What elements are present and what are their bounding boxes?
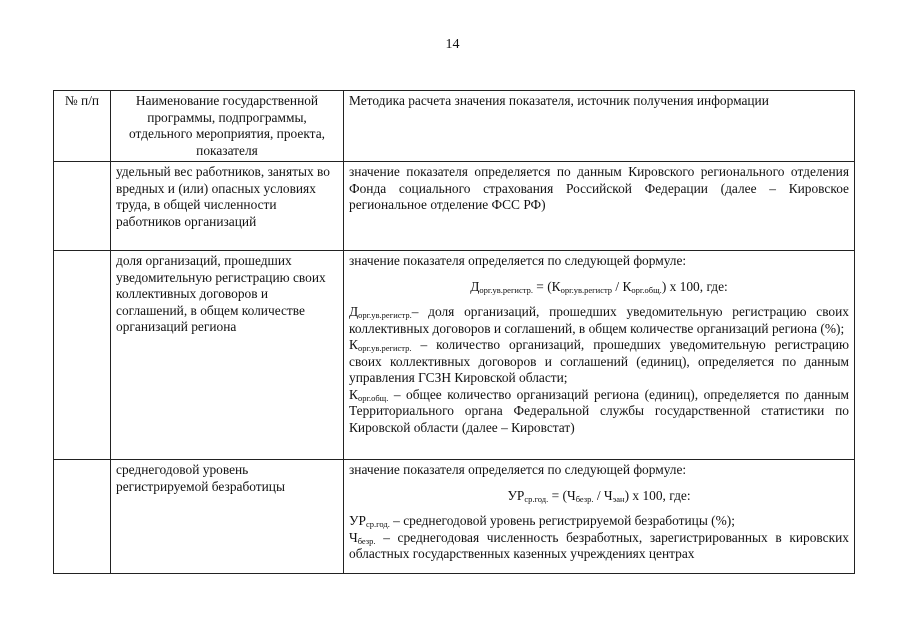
table-row [54,251,855,460]
formula: $УР_{ср.год.} = (Ч_{безр.} / Ч_{эан})$ х 100, где: [507,487,691,504]
row-number-cell [54,251,111,460]
definition: $К_{орг.ув.регистр.}$ – количество организаций, прошедших уведомительную регистрацию своих коллективных договоров и соглашений (единиц), определяется по данным управления ГСЗН Кировской области; [349,337,849,385]
definition: $Ч_{безр.}$ – среднегодовая численность безработных, зарегистрированных в кировских областных государственных казенных учреждениях центрах [349,529,849,561]
row-number-cell [54,460,111,574]
indicator-methodology-table [53,90,855,574]
indicator-name: доля организаций, прошедших уведомительную регистрацию своих коллективных договоров и соглашений, в общем количестве организаций региона [111,251,344,460]
definition: $К_{орг.общ.}$ – общее количество организаций региона (единиц), определяется по данным Территориального органа Федеральной службы государственной статистики по Кировской области (далее – Кировстат) [349,386,849,435]
formula-intro: значение показателя определяется по следующей формуле: [349,253,687,268]
table-row [54,460,855,574]
header-number: № п/п [54,91,111,162]
row-number-cell [54,162,111,251]
definition: $УР_{ср.год.}$ – среднегодовой уровень регистрируемой безработицы (%); [349,513,735,529]
table-row [54,162,855,251]
method-cell [344,460,855,574]
method-cell [344,251,855,460]
definition: $Д_{орг.ув.регистр.}-$ доля организаций, прошедших уведомительную регистрацию своих коллективных договоров и соглашений, в общем количестве организаций региона (%); [349,304,849,336]
indicator-name: среднегодовой уровень регистрируемой безработицы [111,460,344,574]
formula: $Д_{орг.ув.регистр.} = (К_{орг.ув.регистр} / К_{орг.общ.})$ х 100, где: [470,278,728,295]
formula-intro: значение показателя определяется по следующей формуле: [349,462,687,477]
header-method: Методика расчета значения показателя, источник получения информации [344,91,855,162]
header-name: Наименование государственной программы, подпрограммы, отдельного мероприятия, проекта, показателя [111,91,344,162]
page-number: 14 [445,37,460,52]
table-header-row [54,91,855,162]
indicator-name: удельный вес работников, занятых во вредных и (или) опасных условиях труда, в общей численности работников организаций [111,162,344,251]
method-text: значение показателя определяется по данным Кировского регионального отделения Фонда социального страхования Российской Федерации (далее – Кировское региональное отделение ФСС РФ) [344,162,855,251]
